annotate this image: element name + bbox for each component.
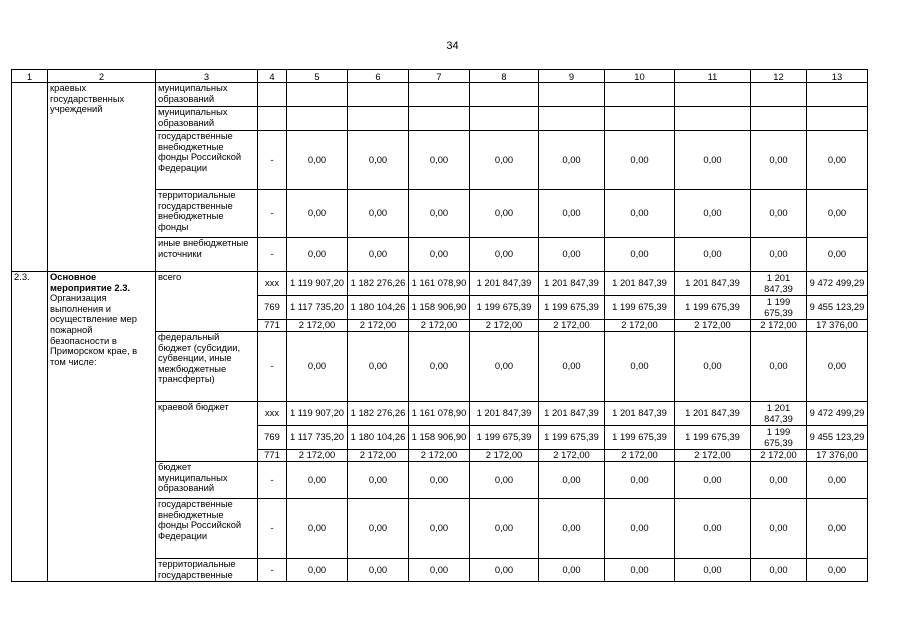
value-cell: 0,00 [470,462,539,499]
table-row [12,83,868,107]
budget-table [11,69,868,582]
value-cell: 0,00 [287,131,348,190]
value-cell: 0,00 [470,559,539,582]
value-cell: 0,00 [287,238,348,272]
value-cell [348,83,409,107]
value-cell: 0,00 [470,332,539,402]
column-header: 1 [12,70,48,83]
row-code: 771 [258,320,287,332]
value-cell [605,107,675,131]
value-cell: 0,00 [807,190,868,238]
value-cell: 0,00 [807,499,868,559]
table-body [12,70,868,582]
table-row [12,272,868,296]
value-cell: 0,00 [539,332,605,402]
value-cell: 0,00 [287,332,348,402]
row-label: территориальные государственные [156,559,258,582]
value-cell: 0,00 [807,332,868,402]
value-cell [409,107,470,131]
value-cell [470,107,539,131]
value-cell [539,107,605,131]
value-cell: 1 201 847,39 [539,272,605,296]
value-cell [605,83,675,107]
value-cell: 0,00 [605,499,675,559]
row-code: - [258,238,287,272]
value-cell: 1 199 675,39 [675,296,751,320]
header-row [12,70,868,83]
value-cell: 1 199 675,39 [751,426,807,450]
value-cell: 0,00 [675,462,751,499]
value-cell [675,107,751,131]
value-cell: 0,00 [409,332,470,402]
row-label: краевой бюджет [156,402,258,462]
value-cell: 0,00 [348,462,409,499]
row-label: муниципальных образований [156,107,258,131]
value-cell: 1 201 847,39 [605,402,675,426]
value-cell: 1 158 906,90 [409,296,470,320]
value-cell: 1 117 735,20 [287,296,348,320]
value-cell: 0,00 [807,559,868,582]
column-header: 5 [287,70,348,83]
column-header: 10 [605,70,675,83]
value-cell [348,107,409,131]
section-number: 2.3. [12,272,48,582]
value-cell: 0,00 [807,462,868,499]
value-cell: 1 199 675,39 [605,296,675,320]
section-title-bold: Основное мероприятие 2.3. [50,271,131,293]
page-number: 34 [446,40,459,52]
value-cell: 0,00 [409,499,470,559]
value-cell: 1 180 104,26 [348,296,409,320]
value-cell: 2 172,00 [605,320,675,332]
value-cell: 1 161 078,90 [409,272,470,296]
value-cell: 0,00 [348,131,409,190]
value-cell: 1 180 104,26 [348,426,409,450]
value-cell: 0,00 [539,559,605,582]
value-cell: 2 172,00 [470,450,539,462]
value-cell: 0,00 [348,238,409,272]
value-cell [470,83,539,107]
value-cell: 9 472 499,29 [807,272,868,296]
value-cell: 0,00 [675,190,751,238]
row-code: ххх [258,402,287,426]
value-cell: 1 199 675,39 [539,296,605,320]
column-header: 11 [675,70,751,83]
value-cell: 0,00 [751,462,807,499]
value-cell: 1 201 847,39 [470,402,539,426]
value-cell: 0,00 [348,332,409,402]
row-label: муниципальных образований [156,83,258,107]
value-cell: 0,00 [605,462,675,499]
value-cell: 0,00 [675,559,751,582]
value-cell: 2 172,00 [470,320,539,332]
value-cell [287,107,348,131]
value-cell: 2 172,00 [751,450,807,462]
value-cell: 2 172,00 [348,450,409,462]
value-cell: 0,00 [605,238,675,272]
value-cell: 17 376,00 [807,320,868,332]
value-cell: 0,00 [807,131,868,190]
value-cell: 2 172,00 [539,450,605,462]
value-cell: 1 199 675,39 [470,426,539,450]
column-header: 7 [409,70,470,83]
value-cell: 0,00 [751,332,807,402]
value-cell: 2 172,00 [675,320,751,332]
row-code [258,83,287,107]
value-cell: 2 172,00 [605,450,675,462]
column-header: 2 [48,70,156,83]
value-cell: 0,00 [605,332,675,402]
value-cell: 9 455 123,29 [807,296,868,320]
value-cell: 1 119 907,20 [287,272,348,296]
value-cell: 1 119 907,20 [287,402,348,426]
value-cell: 0,00 [287,499,348,559]
value-cell: 0,00 [751,131,807,190]
value-cell: 0,00 [287,190,348,238]
section-title-text: Организация выполнения и осуществление мер пожарной безопасности в Приморском крае, в том числе: [50,292,138,367]
row-code: 771 [258,450,287,462]
row-label: государственные внебюджетные фонды Российской Федерации [156,131,258,190]
column-header: 9 [539,70,605,83]
value-cell: 1 201 847,39 [605,272,675,296]
value-cell: 2 172,00 [409,320,470,332]
value-cell [751,83,807,107]
row-label: территориальные государственные внебюджетные фонды [156,190,258,238]
column-header: 6 [348,70,409,83]
value-cell: 2 172,00 [751,320,807,332]
value-cell: 0,00 [751,499,807,559]
value-cell [409,83,470,107]
value-cell: 0,00 [605,559,675,582]
value-cell: 0,00 [751,238,807,272]
value-cell: 2 172,00 [539,320,605,332]
row-label: федеральный бюджет (субсидии, субвенции, иные межбюджетные трансферты) [156,332,258,402]
value-cell: 0,00 [348,499,409,559]
value-cell: 2 172,00 [409,450,470,462]
value-cell: 0,00 [675,131,751,190]
row-label: государственные внебюджетные фонды Российской Федерации [156,499,258,559]
value-cell: 0,00 [539,238,605,272]
value-cell: 1 161 078,90 [409,402,470,426]
column-header: 8 [470,70,539,83]
column-header: 4 [258,70,287,83]
value-cell: 17 376,00 [807,450,868,462]
value-cell: 1 158 906,90 [409,426,470,450]
value-cell: 0,00 [287,559,348,582]
value-cell: 0,00 [675,238,751,272]
value-cell [751,107,807,131]
value-cell: 0,00 [409,190,470,238]
column-header: 13 [807,70,868,83]
row-code: - [258,499,287,559]
row-code: 769 [258,426,287,450]
value-cell [807,107,868,131]
value-cell: 2 172,00 [675,450,751,462]
value-cell: 0,00 [605,131,675,190]
row-code: ххх [258,272,287,296]
value-cell: 1 201 847,39 [675,402,751,426]
row-code: - [258,332,287,402]
empty-cell [12,83,48,272]
value-cell: 0,00 [751,559,807,582]
value-cell: 0,00 [807,238,868,272]
value-cell: 0,00 [605,190,675,238]
value-cell [287,83,348,107]
value-cell: 1 201 847,39 [751,402,807,426]
value-cell: 2 172,00 [287,450,348,462]
value-cell: 0,00 [470,131,539,190]
value-cell: 0,00 [539,190,605,238]
value-cell: 0,00 [409,238,470,272]
value-cell: 2 172,00 [287,320,348,332]
row-code: - [258,190,287,238]
value-cell: 1 199 675,39 [605,426,675,450]
value-cell: 2 172,00 [348,320,409,332]
column-header: 12 [751,70,807,83]
value-cell: 1 182 276,26 [348,402,409,426]
row-code: 769 [258,296,287,320]
value-cell: 0,00 [409,559,470,582]
value-cell: 0,00 [675,499,751,559]
column-header: 3 [156,70,258,83]
row-label: бюджет муниципальных образований [156,462,258,499]
value-cell: 0,00 [287,462,348,499]
value-cell: 0,00 [539,462,605,499]
value-cell: 0,00 [539,499,605,559]
category-name: краевых государственных учреждений [48,83,156,272]
row-label: всего [156,272,258,332]
value-cell: 0,00 [751,190,807,238]
value-cell: 0,00 [675,332,751,402]
value-cell: 1 182 276,26 [348,272,409,296]
value-cell: 1 201 847,39 [675,272,751,296]
value-cell: 1 201 847,39 [751,272,807,296]
row-code: - [258,559,287,582]
value-cell: 0,00 [470,499,539,559]
value-cell: 1 199 675,39 [675,426,751,450]
value-cell [675,83,751,107]
value-cell [539,83,605,107]
value-cell: 9 472 499,29 [807,402,868,426]
value-cell: 0,00 [348,190,409,238]
value-cell: 0,00 [539,131,605,190]
value-cell: 0,00 [470,190,539,238]
value-cell: 0,00 [409,462,470,499]
value-cell: 1 199 675,39 [751,296,807,320]
row-code: - [258,462,287,499]
value-cell: 1 201 847,39 [470,272,539,296]
value-cell: 0,00 [348,559,409,582]
value-cell: 1 117 735,20 [287,426,348,450]
value-cell: 0,00 [470,238,539,272]
row-label: иные внебюджетные источники [156,238,258,272]
value-cell: 0,00 [409,131,470,190]
row-code: - [258,131,287,190]
section-title [48,272,156,582]
value-cell: 1 199 675,39 [539,426,605,450]
value-cell: 1 201 847,39 [539,402,605,426]
row-code [258,107,287,131]
value-cell: 9 455 123,29 [807,426,868,450]
value-cell: 1 199 675,39 [470,296,539,320]
value-cell [807,83,868,107]
